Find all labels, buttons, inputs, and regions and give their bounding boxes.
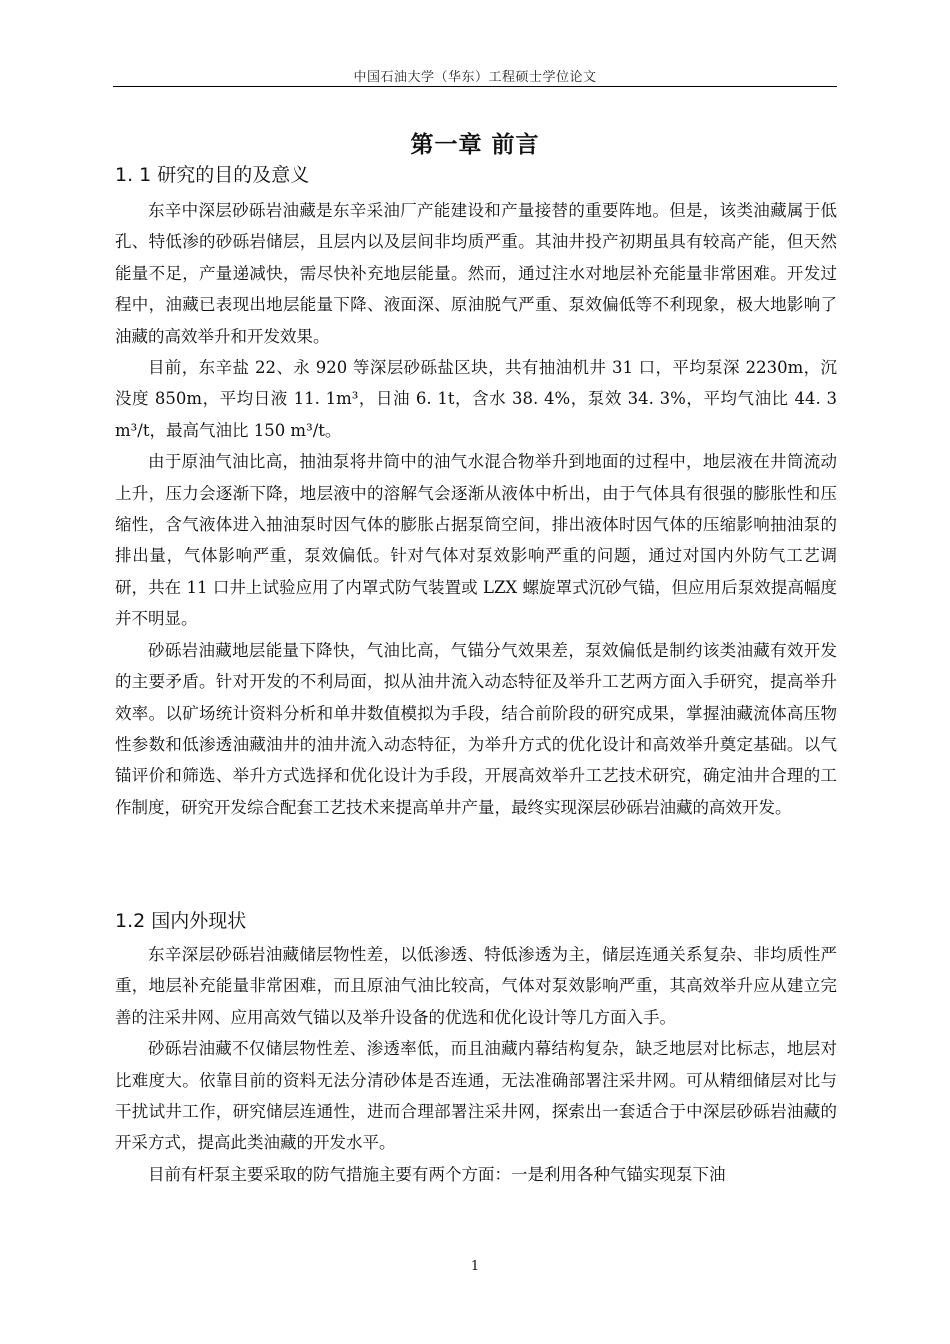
- paragraph: 砂砾岩油藏地层能量下降快，气油比高，气锚分气效果差，泵效偏低是制约该类油藏有效开发的主要矛盾。针对开发的不利局面，拟从油井流入动态特征及举升工艺两方面入手研究，提高举升效率。以矿场统计资料分析和单井数值模拟为手段，结合前阶段的研究成果，掌握油藏流体高压物性参数和低渗透油藏油井的油井流入动态特征，为举升方式的优化设计和高效举升奠定基础。以气锚评价和筛选、举升方式选择和优化设计为手段，开展高效举升工艺技术研究，确定油井合理的工作制度，研究开发综合配套工艺技术来提高单井产量，最终实现深层砂砾岩油藏的高效开发。: [115, 640, 837, 817]
- section-body-1-2: [115, 939, 837, 1190]
- paragraph: 砂砾岩油藏不仅储层物性差、渗透率低，而且油藏内幕结构复杂，缺乏地层对比标志，地层对比难度大。依靠目前的资料无法分清砂体是否连通，无法准确部署注采井网。可从精细储层对比与干扰试井工作，研究储层连通性，进而合理部署注采井网，探索出一套适合于中深层砂砾岩油藏的开采方式，提高此类油藏的开发水平。: [115, 1039, 837, 1153]
- paragraph: 目前，东辛盐 22、永 920 等深层砂砾盐区块，共有抽油机井 31 口，平均泵深 2230m，沉没度 850m，平均日液 11. 1m³，日油 6. 1t，含水 38. 4%，泵效 34. 3%，平均气油比 44. 3 m³/t，最高气油比 150 m³/t。: [115, 358, 837, 440]
- paragraph: 东辛中深层砂砾岩油藏是东辛采油厂产能建设和产量接替的重要阵地。但是，该类油藏属于低孔、特低渗的砂砾岩储层，且层内以及层间非均质严重。其油井投产初期虽具有较高产能，但天然能量不足，产量递减快，需尽快补充地层能量。然而，通过注水对地层补充能量非常困难。开发过程中，油藏已表现出地层能量下降、液面深、原油脱气严重、泵效偏低等不利现象，极大地影响了油藏的高效举升和开发效果。: [115, 201, 837, 346]
- paragraph: 由于原油气油比高，抽油泵将井筒中的油气水混合物举升到地面的过程中，地层液在井筒流动上升，压力会逐渐下降，地层液中的溶解气会逐渐从液体中析出，由于气体具有很强的膨胀性和压缩性，含气液体进入抽油泵时因气体的膨胀占据泵筒空间，排出液体时因气体的压缩影响抽油泵的排出量，气体影响严重，泵效偏低。针对气体对泵效影响严重的问题，通过对国内外防气工艺调研，共在 11 口井上试验应用了内罩式防气装置或 LZX 螺旋罩式沉砂气锚，但应用后泵效提高幅度并不明显。: [115, 452, 837, 629]
- section-body-1-1: [115, 195, 837, 823]
- chapter-title: 第一章 前言: [410, 132, 540, 158]
- paragraph: 东辛深层砂砾岩油藏储层物性差，以低渗透、特低渗透为主，储层连通关系复杂、非均质性严重，地层补充能量非常困难，而且原油气油比较高，气体对泵效影响严重，其高效举升应从建立完善的注采井网、应用高效气锚以及举升设备的优选和优化设计等几方面入手。: [115, 945, 837, 1027]
- section-heading-1-1: 1. 1 研究的目的及意义: [115, 164, 310, 186]
- section-heading-1-2: 1.2 国内外现状: [115, 910, 247, 932]
- paragraph: 目前有杆泵主要采取的防气措施主要有两个方面：一是利用各种气锚实现泵下油: [148, 1164, 726, 1184]
- header-divider: [113, 86, 837, 87]
- running-header: 中国石油大学（华东）工程硕士学位论文: [353, 70, 597, 85]
- page-number: 1: [470, 1259, 480, 1274]
